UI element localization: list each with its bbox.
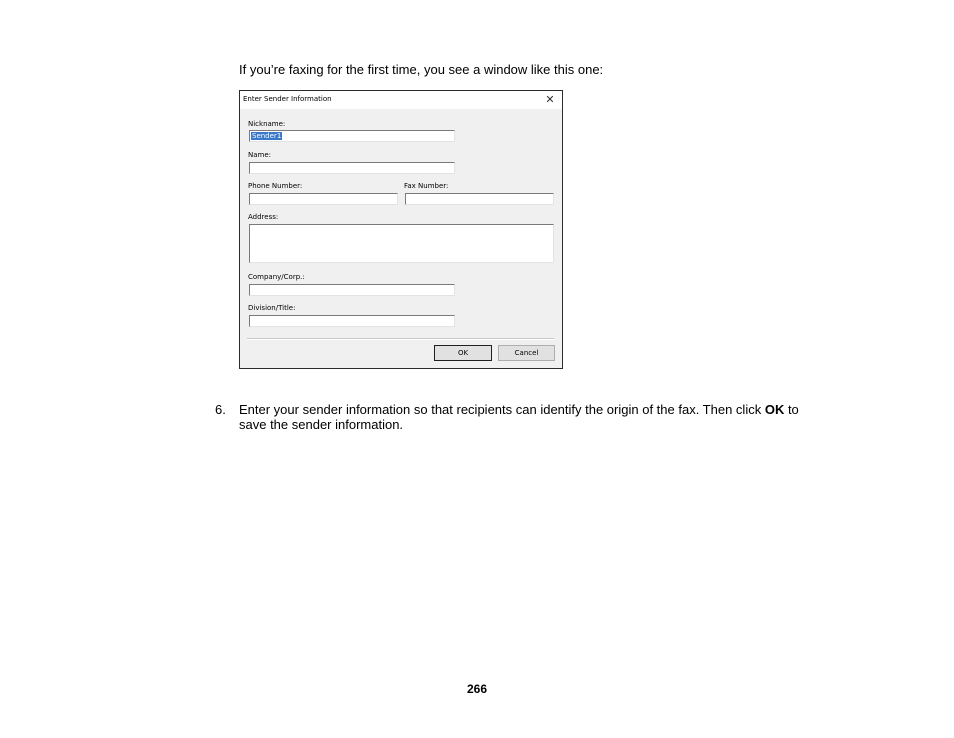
step-text-before: Enter your sender information so that recipients can identify the origin of the fax. Then click	[239, 402, 765, 417]
sender-info-dialog	[239, 90, 563, 369]
nickname-field[interactable]	[249, 130, 455, 142]
nickname-label: Nickname:	[248, 120, 286, 128]
phone-number-label: Phone Number:	[248, 182, 303, 190]
close-icon[interactable]: ✕	[545, 93, 555, 106]
name-label: Name:	[248, 151, 272, 159]
step-text-bold: OK	[764, 402, 785, 417]
dialog-title: Enter Sender Information	[243, 95, 332, 103]
cancel-button[interactable]: Cancel	[498, 345, 555, 361]
address-field[interactable]	[249, 224, 554, 263]
phone-number-field[interactable]	[249, 193, 398, 205]
step-text-after: to save the sender information.	[239, 402, 799, 432]
ok-button[interactable]: OK	[434, 345, 492, 361]
page-number: 266	[466, 682, 488, 696]
company-field[interactable]	[249, 284, 455, 296]
name-field[interactable]	[249, 162, 455, 174]
nickname-value: Sender1	[252, 132, 282, 140]
division-title-label: Division/Title:	[248, 304, 296, 312]
company-label: Company/Corp.:	[248, 273, 305, 281]
dialog-titlebar	[240, 91, 562, 109]
address-label: Address:	[248, 213, 279, 221]
button-separator	[247, 338, 554, 340]
division-title-field[interactable]	[249, 315, 455, 327]
step-text	[239, 402, 819, 432]
intro-text: If you’re faxing for the first time, you see a window like this one:	[239, 62, 604, 77]
fax-number-field[interactable]	[405, 193, 554, 205]
fax-number-label: Fax Number:	[404, 182, 449, 190]
step-number: 6.	[215, 402, 226, 417]
